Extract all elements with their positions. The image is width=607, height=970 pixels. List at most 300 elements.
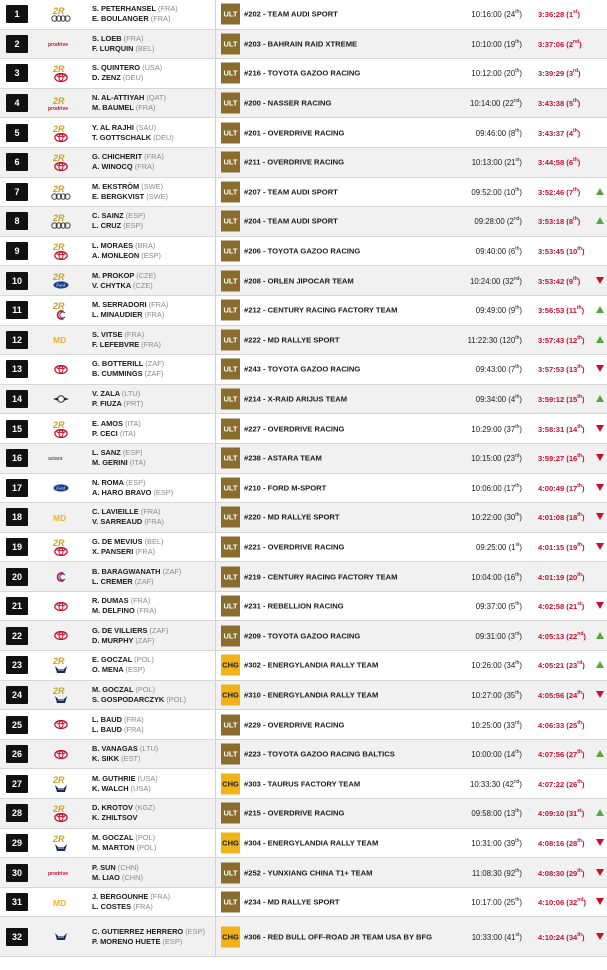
position-badge: 27 [6, 775, 28, 793]
position-badge: 1 [6, 5, 28, 23]
team-name: #216 - TOYOTA GAZOO RACING [244, 68, 361, 78]
category-badge: ULT [221, 359, 240, 380]
codriver-nationality: (ESP) [141, 251, 161, 261]
svg-text:MD: MD [53, 335, 67, 345]
driver-nationality: (SWE) [141, 181, 164, 191]
driver-name: E. AMOS [92, 418, 123, 428]
table-row[interactable] [0, 562, 607, 592]
driver-nationality: (POL) [134, 655, 154, 665]
column-divider [215, 355, 216, 384]
column-divider [215, 237, 216, 266]
century-logo-icon [46, 298, 76, 322]
taurus-logo-icon [46, 683, 76, 707]
table-row[interactable] [0, 237, 607, 267]
team-name: #303 - TAURUS FACTORY TEAM [244, 779, 361, 789]
column-divider [215, 118, 216, 147]
driver-name: G. BOTTERILL [92, 359, 144, 369]
codriver-name: D. ZENZ [92, 73, 121, 83]
team-name: #304 - ENERGYLANDIA RALLY TEAM [244, 838, 379, 848]
driver-name: M. GOCZAL [92, 684, 134, 694]
position-badge: 3 [6, 64, 28, 82]
total-time: 4:01:08 (18th) [538, 512, 585, 523]
toyota-logo-icon [46, 713, 76, 737]
position-badge: 5 [6, 124, 28, 142]
driver-name: J. BERGOUNHE [92, 892, 149, 902]
category-badge: ULT [221, 152, 240, 173]
stage-time: 10:27:00 (35th) [471, 690, 522, 700]
table-row[interactable] [0, 118, 607, 148]
table-row[interactable] [0, 710, 607, 740]
driver-nationality: (BRA) [135, 241, 156, 251]
trend-down-icon [596, 425, 606, 433]
position-badge: 19 [6, 538, 28, 556]
category-badge: ULT [221, 566, 240, 587]
table-row[interactable] [0, 503, 607, 533]
svg-text:2R: 2R [53, 6, 65, 16]
category-badge: CHG [221, 655, 240, 676]
svg-text:prodrive: prodrive [48, 105, 69, 111]
crew-names [92, 567, 181, 587]
stage-time: 10:26:00 (34th) [471, 660, 522, 671]
codriver-name: L. CRUZ [92, 221, 122, 231]
codriver-nationality: (DEU) [153, 132, 174, 142]
position-badge: 20 [6, 568, 28, 586]
codriver-nationality: (ESP) [125, 665, 146, 675]
trend-up-icon [596, 217, 606, 225]
crew-names [92, 478, 173, 498]
trend-down-icon [596, 454, 606, 462]
codriver-nationality: (EST) [121, 754, 141, 764]
trend-down-icon [596, 898, 606, 906]
column-divider [215, 296, 216, 325]
column-divider [215, 148, 216, 177]
category-badge: ULT [221, 63, 240, 84]
driver-nationality: (BEL) [144, 536, 164, 546]
crew-names [92, 744, 158, 764]
team-name: #302 - ENERGYLANDIA RALLY TEAM [244, 660, 379, 670]
stage-time: 09:58:00 (13th) [471, 808, 522, 819]
codriver-name: O. MENA [92, 665, 124, 675]
driver-name: R. DUMAS [92, 596, 129, 606]
prodrive-logo-icon [46, 32, 76, 56]
stage-time: 10:06:00 (17th) [471, 483, 522, 493]
audi-logo-icon [46, 180, 76, 204]
driver-nationality: (POL) [135, 684, 156, 694]
crew-names [92, 211, 145, 231]
position-badge: 16 [6, 449, 28, 467]
md-logo-icon [46, 890, 76, 914]
column-divider [215, 888, 216, 917]
column-divider [215, 59, 216, 88]
column-divider [215, 651, 216, 680]
total-time: 4:09:10 (31st) [538, 808, 585, 819]
category-badge: CHG [221, 773, 240, 794]
stage-time: 09:37:00 (5th) [475, 601, 522, 611]
table-row[interactable] [0, 0, 607, 30]
team-name: #234 - MD RALLYE SPORT [244, 897, 340, 907]
svg-text:2R: 2R [53, 537, 65, 547]
total-time: 3:53:45 (10th) [538, 246, 585, 256]
total-time: 4:05:13 (22nd) [538, 631, 586, 641]
crew-names [92, 537, 163, 557]
total-time: 4:06:33 (25th) [538, 719, 585, 730]
category-badge: CHG [221, 832, 240, 853]
codriver-nationality: (FRA) [134, 162, 155, 172]
table-row[interactable] [0, 30, 607, 60]
category-badge: ULT [221, 625, 240, 646]
category-badge: ULT [221, 270, 240, 291]
codriver-name: E. BOULANGER [92, 14, 149, 24]
svg-text:2R: 2R [53, 272, 65, 282]
crew-names [92, 419, 141, 439]
crew-names [92, 4, 178, 24]
svg-text:astara: astara [48, 456, 63, 462]
table-row[interactable] [0, 355, 607, 385]
svg-text:prodrive: prodrive [48, 41, 69, 47]
stage-time: 09:34:00 (4th) [475, 394, 522, 404]
crew-names [92, 927, 205, 947]
toyota-logo-icon [46, 121, 76, 145]
position-badge: 12 [6, 331, 28, 349]
codriver-nationality: (CZE) [132, 280, 153, 290]
driver-name: S. QUINTERO [92, 63, 141, 73]
codriver-nationality: (ESP) [162, 936, 183, 946]
stage-time: 10:14:00 (22nd) [470, 98, 522, 108]
mini-logo-icon [46, 387, 76, 411]
driver-name: M. EKSTRÖM [92, 181, 140, 191]
category-badge: ULT [221, 418, 240, 439]
codriver-nationality: (SWE) [146, 191, 168, 201]
taurus-logo-icon [46, 772, 76, 796]
position-badge: 6 [6, 153, 28, 171]
stage-time: 10:33:30 (42nd) [470, 778, 522, 789]
trend-up-icon [596, 809, 606, 817]
total-time: 3:36:28 (1st) [538, 9, 581, 20]
crew-names [92, 182, 168, 202]
column-divider [215, 326, 216, 355]
toyota-logo-icon [46, 801, 76, 825]
crew-names [92, 774, 158, 794]
stage-time: 10:17:00 (25th) [471, 897, 522, 907]
trend-down-icon [596, 543, 606, 551]
total-time: 3:53:18 (8th) [538, 216, 581, 227]
crew-names [92, 359, 164, 379]
stage-time: 10:31:00 (39th) [471, 838, 522, 848]
table-row[interactable] [0, 178, 607, 208]
stage-time: 10:29:00 (37th) [471, 423, 522, 434]
category-badge: ULT [221, 862, 240, 883]
trend-up-icon [596, 661, 606, 669]
toyota-logo-icon [46, 594, 76, 618]
table-row[interactable] [0, 740, 607, 770]
driver-name: L. BAUD [92, 714, 122, 724]
total-time: 4:00:49 (17th) [538, 483, 585, 493]
stage-time: 09:43:00 (7th) [475, 364, 522, 375]
table-row[interactable] [0, 414, 607, 444]
total-time: 3:43:38 (5th) [538, 98, 581, 108]
codriver-name: A. MONLEON [92, 251, 140, 261]
category-badge: ULT [221, 300, 240, 321]
team-name: #214 - X-RAID ARIJUS TEAM [244, 394, 348, 404]
table-row[interactable] [0, 89, 607, 119]
team-name: #231 - REBELLION RACING [244, 601, 344, 611]
driver-nationality: (FRA) [144, 152, 164, 162]
driver-name: E. GOCZAL [92, 655, 133, 665]
stage-time: 09:25:00 (1st) [476, 542, 522, 552]
position-badge: 2 [6, 35, 28, 53]
driver-name: C. GUTIERREZ HERRERO [92, 926, 184, 936]
table-row[interactable] [0, 621, 607, 651]
codriver-name: X. PANSERI [92, 546, 134, 556]
driver-nationality: (CHN) [117, 862, 139, 872]
team-name: #200 - NASSER RACING [244, 98, 332, 108]
stage-time: 10:15:00 (23rd) [471, 453, 522, 463]
codriver-nationality: (PRT) [123, 399, 144, 409]
codriver-name: K. ZHILTSOV [92, 813, 138, 823]
crew-names [92, 241, 161, 261]
position-badge: 23 [6, 656, 28, 674]
codriver-nationality: (ITA) [119, 428, 136, 438]
stage-time: 10:24:00 (32nd) [470, 275, 522, 286]
table-row[interactable] [0, 769, 607, 799]
category-badge: ULT [221, 93, 240, 114]
codriver-name: P. FIUZA [92, 399, 122, 409]
stage-time: 10:16:00 (24th) [471, 9, 522, 20]
team-name: #222 - MD RALLYE SPORT [244, 335, 340, 345]
category-badge: ULT [221, 596, 240, 617]
total-time: 3:57:53 (13th) [538, 364, 585, 375]
category-badge: ULT [221, 744, 240, 765]
crew-names [92, 123, 174, 143]
table-row[interactable] [0, 888, 607, 918]
driver-name: M. GOCZAL [92, 832, 134, 842]
codriver-nationality: (ITA) [129, 458, 146, 468]
total-time: 4:10:24 (34th) [538, 932, 585, 942]
driver-nationality: (POL) [135, 832, 156, 842]
column-divider [215, 503, 216, 532]
table-row[interactable] [0, 207, 607, 237]
prodrive-logo-icon [46, 91, 76, 115]
table-row[interactable] [0, 651, 607, 681]
team-name: #206 - TOYOTA GAZOO RACING [244, 246, 361, 256]
driver-name: N. ROMA [92, 477, 124, 487]
total-time: 4:01:19 (20th) [538, 571, 585, 582]
stage-time: 10:25:00 (33rd) [471, 719, 522, 730]
table-row[interactable] [0, 148, 607, 178]
position-badge: 24 [6, 686, 28, 704]
codriver-nationality: (CHN) [121, 872, 143, 882]
column-divider [215, 178, 216, 207]
svg-text:2R: 2R [53, 64, 65, 74]
astara-logo-icon [46, 446, 76, 470]
crew-names [92, 63, 162, 83]
position-badge: 21 [6, 597, 28, 615]
crew-names [92, 655, 154, 675]
codriver-nationality: (FRA) [133, 902, 153, 912]
driver-nationality: (ESP) [122, 448, 143, 458]
crew-names [92, 300, 168, 320]
total-time: 3:53:42 (9th) [538, 275, 581, 286]
total-time: 4:02:58 (21st) [538, 601, 585, 611]
codriver-name: F. LEFEBVRE [92, 339, 140, 349]
svg-text:2R: 2R [53, 685, 65, 695]
stage-time: 10:13:00 (21st) [471, 157, 522, 168]
total-time: 3:44:58 (6th) [538, 157, 581, 168]
audi-logo-icon [46, 209, 76, 233]
codriver-nationality: (FRA) [135, 546, 156, 556]
stage-time: 10:10:00 (19th) [471, 39, 522, 49]
position-badge: 22 [6, 627, 28, 645]
svg-text:2R: 2R [53, 242, 65, 252]
category-badge: ULT [221, 714, 240, 735]
svg-text:MD: MD [53, 512, 67, 522]
driver-name: G. CHICHERIT [92, 152, 143, 162]
team-name: #201 - OVERDRIVE RACING [244, 128, 345, 138]
position-badge: 4 [6, 94, 28, 112]
position-badge: 31 [6, 893, 28, 911]
table-row[interactable] [0, 474, 607, 504]
driver-nationality: (ESP) [125, 477, 146, 487]
table-row[interactable] [0, 266, 607, 296]
driver-name: Y. AL RAJHI [92, 122, 134, 132]
driver-nationality: (FRA) [124, 714, 144, 724]
position-badge: 30 [6, 864, 28, 882]
table-row[interactable] [0, 533, 607, 563]
column-divider [215, 562, 216, 591]
category-badge: ULT [221, 477, 240, 498]
team-name: #219 - CENTURY RACING FACTORY TEAM [244, 572, 398, 582]
column-divider [215, 89, 216, 118]
crew-names [92, 448, 146, 468]
svg-text:2R: 2R [53, 183, 65, 193]
codriver-nationality: (FRA) [144, 310, 165, 320]
table-row[interactable] [0, 829, 607, 859]
team-name: #208 - ORLEN JIPOCAR TEAM [244, 276, 354, 286]
table-row[interactable] [0, 326, 607, 356]
position-badge: 8 [6, 212, 28, 230]
svg-text:2R: 2R [53, 153, 65, 163]
position-badge: 28 [6, 804, 28, 822]
md-logo-icon [46, 328, 76, 352]
crew-names [92, 803, 155, 823]
category-badge: ULT [221, 892, 240, 913]
table-row[interactable] [0, 385, 607, 415]
table-row[interactable] [0, 858, 607, 888]
team-name: #223 - TOYOTA GAZOO RACING BALTICS [244, 749, 395, 759]
codriver-nationality: (ESP) [123, 221, 143, 231]
total-time: 3:52:46 (7th) [538, 187, 581, 197]
taurus-logo-icon [46, 653, 76, 677]
column-divider [215, 30, 216, 59]
team-name: #215 - OVERDRIVE RACING [244, 808, 345, 818]
codriver-name: T. GOTTSCHALK [92, 132, 152, 142]
crew-names [92, 330, 161, 350]
category-badge: ULT [221, 33, 240, 54]
category-badge: ULT [221, 122, 240, 143]
total-time: 4:07:56 (27th) [538, 749, 585, 759]
team-name: #210 - FORD M-SPORT [244, 483, 327, 493]
driver-nationality: (FRA) [124, 329, 145, 339]
position-badge: 13 [6, 360, 28, 378]
table-row[interactable] [0, 592, 607, 622]
stage-time: 09:28:00 (2nd) [474, 216, 522, 227]
crew-names [92, 685, 186, 705]
team-name: #229 - OVERDRIVE RACING [244, 720, 345, 730]
codriver-name: F. LURQUIN [92, 43, 134, 53]
team-name: #207 - TEAM AUDI SPORT [244, 187, 338, 197]
category-badge: CHG [221, 926, 240, 947]
toyota-logo-icon [46, 417, 76, 441]
driver-name: S. VITSE [92, 329, 123, 339]
table-row[interactable] [0, 917, 607, 957]
column-divider [215, 385, 216, 414]
driver-nationality: (USA) [137, 773, 158, 783]
codriver-name: P. MORENO HUETE [92, 936, 161, 946]
column-divider [215, 207, 216, 236]
category-badge: ULT [221, 507, 240, 528]
table-row[interactable] [0, 444, 607, 474]
category-badge: ULT [221, 448, 240, 469]
driver-nationality: (LTU) [139, 744, 159, 754]
table-row[interactable] [0, 681, 607, 711]
svg-text:2R: 2R [53, 419, 65, 429]
stage-time: 09:31:00 (3rd) [475, 630, 522, 641]
table-row[interactable] [0, 59, 607, 89]
driver-name: G. DE MEVIUS [92, 536, 143, 546]
table-row[interactable] [0, 799, 607, 829]
trend-down-icon [596, 484, 606, 492]
crew-names [92, 715, 144, 735]
team-name: #252 - YUNXIANG CHINA T1+ TEAM [244, 868, 373, 878]
driver-nationality: (FRA) [150, 892, 171, 902]
crew-names [92, 271, 156, 291]
toyota-logo-icon [46, 357, 76, 381]
column-divider [215, 799, 216, 828]
md-logo-icon [46, 505, 76, 529]
codriver-nationality: (FRA) [135, 103, 156, 113]
team-name: #212 - CENTURY RACING FACTORY TEAM [244, 305, 398, 315]
total-time: 3:37:06 (2nd) [538, 39, 582, 49]
driver-name: P. SUN [92, 862, 116, 872]
driver-name: L. SANZ [92, 448, 121, 458]
codriver-name: L. CREMER [92, 576, 133, 586]
driver-nationality: (LTU) [121, 389, 141, 399]
column-divider [215, 533, 216, 562]
team-name: #203 - BAHRAIN RAID XTREME [244, 39, 358, 49]
trend-down-icon [596, 602, 606, 610]
codriver-nationality: (ZAF) [144, 369, 164, 379]
codriver-name: V. CHYTKA [92, 280, 131, 290]
driver-nationality: (USA) [142, 63, 163, 73]
total-time: 3:57:43 (12th) [538, 335, 585, 345]
position-badge: 9 [6, 242, 28, 260]
svg-text:MD: MD [53, 897, 67, 907]
position-badge: 10 [6, 272, 28, 290]
column-divider [215, 769, 216, 798]
trend-up-icon [596, 632, 606, 640]
total-time: 3:39:29 (3rd) [538, 68, 581, 79]
codriver-nationality: (FRA) [136, 606, 157, 616]
table-row[interactable] [0, 296, 607, 326]
total-time: 3:59:12 (15th) [538, 394, 585, 404]
toyota-logo-icon [46, 150, 76, 174]
category-badge: ULT [221, 211, 240, 232]
toyota-logo-icon [46, 742, 76, 766]
column-divider [215, 621, 216, 650]
toyota-logo-icon [46, 61, 76, 85]
codriver-nationality: (FRA) [144, 517, 165, 527]
svg-text:Ford: Ford [56, 282, 66, 288]
